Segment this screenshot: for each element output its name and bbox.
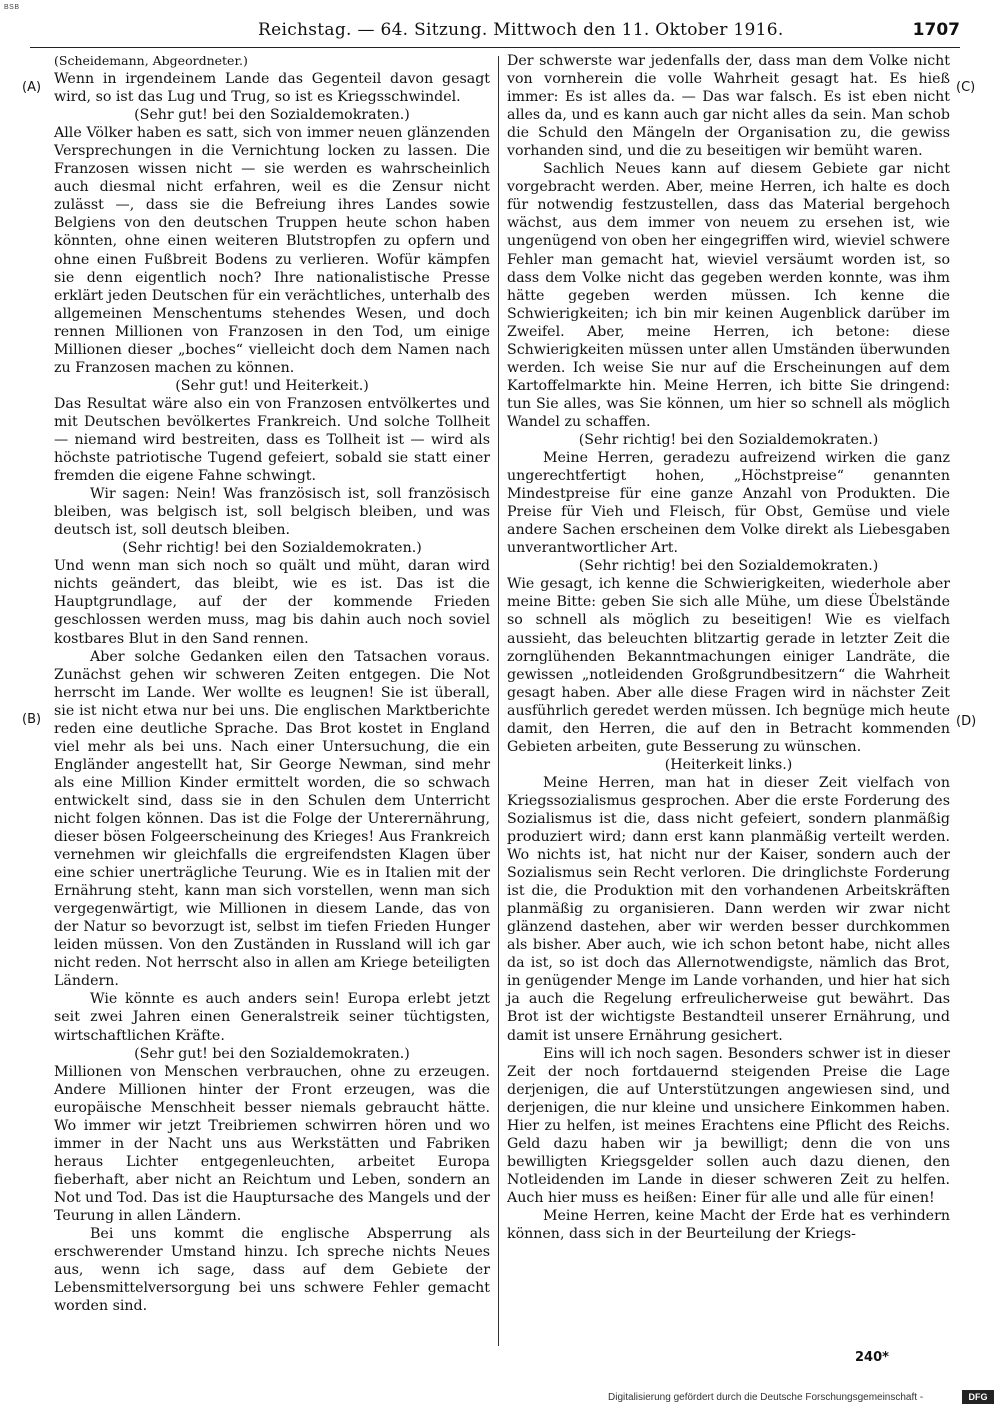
library-watermark: BSB [4, 4, 20, 11]
interjection: (Heiterkeit links.) [664, 756, 793, 773]
header-rule [30, 47, 960, 48]
interjection: (Sehr gut! bei den Sozialdemokraten.) [134, 1045, 410, 1062]
funding-note: Digitalisierung gefördert durch die Deutsche Forschungsgemeinschaft - [608, 1392, 924, 1403]
paragraph: Millionen von Menschen verbrauchen, ohne zu erzeugen. Andere Millionen hinter der Front erzeugen, was die europäische Menschheit besser niemals gebraucht hätte. Wo immer wir jetzt Treibriemen schwirren hören und wo immer in der Nacht uns aus Werkstätten und Fabriken heraus Lichter entgegenleuchten, arbeitet Europa fieberhaft, aber nicht an Reichtum und Leben, sondern an Not und Tod. Das ist die Hauptursache des Mangels und der Teurung in allen Ländern. [54, 1063, 490, 1224]
margin-letter-d: (D) [956, 714, 977, 729]
margin-letter-c: (C) [956, 80, 976, 95]
margin-letter-a: (A) [22, 80, 42, 95]
paragraph: Meine Herren, geradezu aufreizend wirken die ganz ungerechtfertigt hohen, „Höchstpreise“ genannten Mindestpreise für eine ganze Anzahl von Produkten. Die Preise für Vieh und Fleisch, für Obst, Gemüse und viele andere Sachen erscheinen dem Volke direkt als Liebesgaben unverantwortlicher Art. [507, 450, 950, 557]
paragraph: Eins will ich noch sagen. Besonders schwer ist in dieser Zeit der noch fortdauernd steigenden Preise die Lage derjenigen, die auf Unterstützungen angewiesen sind, und derjenigen, die nur kleine und unsichere Einkommen haben. Hier zu helfen, ist meines Erachtens eine Pflicht des Reichs. Geld dazu haben wir ja bewilligt; denn die von uns bewilligten Kriegsgelder sollen auch dazu dienen, den Notleidenden im Lande in dieser schweren Zeit zu helfen. Auch hier muss es heißen: Einer für alle und alle für einen! [507, 1045, 950, 1206]
interjection: (Sehr gut! bei den Sozialdemokraten.) [134, 107, 410, 124]
interjection: (Sehr richtig! bei den Sozialdemokraten.) [578, 558, 879, 575]
paragraph: Meine Herren, man hat in dieser Zeit vielfach von Kriegssozialismus gesprochen. Aber die erste Forderung des Sozialismus ist die, dass nicht gefeiert, sondern planmäßig produziert wird; dann erst kann planmäßig verteilt werden. Wo nichts ist, hat nicht nur der Kaiser, sondern auch der Sozialismus sein Recht verloren. Die dringlichste Forderung ist die, die Produktion mit den vorhandenen Arbeitskräften planmäßig zu organisieren. Dann werden wir zwar nicht glänzend dastehen, aber wir werden besser durchkommen als bisher. Aber auch, wie ich schon betont habe, nicht alles da ist, so ist doch das Allernotwendigste, nämlich das Brot, in genügender Menge im Lande vorhanden, und hier hat sich ja auch die Regelung erfreulicherweise gut bewährt. Das Brot ist der wichtigste Bestandteil unserer Ernährung, und damit ist unsere Ernährung gesichert. [507, 774, 950, 1044]
interjection: (Sehr richtig! bei den Sozialdemokraten.) [578, 431, 879, 448]
column-divider [498, 56, 499, 1346]
interjection: (Sehr gut! und Heiterkeit.) [175, 377, 369, 394]
paragraph: Der schwerste war jedenfalls der, dass man dem Volke nicht von vornherein die volle Wahrheit gesagt hat. Es hieß immer: Es ist alles da. — Das war falsch. Es ist eben nicht alles da, und es kann auch gar nicht alles da sein. Man schob die Schuld den Mängeln der Organisation zu, die gewiss vorhanden sind, und die zu beseitigen wir bemüht waren. [507, 53, 950, 160]
paragraph: Wie könnte es auch anders sein! Europa erlebt jetzt seit zwei Jahren einen Generalstreik seiner tüchtigsten, wirtschaftlichen Kräfte. [54, 991, 490, 1044]
paragraph: Das Resultat wäre also ein von Franzosen entvölkertes und mit Deutschen bevölkertes Frankreich. Und solche Tollheit — niemand wird bestreiten, dass es Tollheit ist — wird als höchste patriotische Tugend gefeiert, sobald sie statt einer fremden die eigene Fahne schwingt. [54, 395, 490, 485]
interjection: (Sehr richtig! bei den Sozialdemokraten.) [122, 540, 422, 557]
speaker-label: (Scheidemann, Abgeordneter.) [54, 53, 248, 68]
paragraph: Meine Herren, keine Macht der Erde hat es verhindern können, dass sich in der Beurteilung der Kriegs- [507, 1208, 950, 1243]
running-title: Reichstag. — 64. Sitzung. Mittwoch den 11. Oktober 1916. [258, 20, 784, 40]
margin-letter-b: (B) [22, 712, 42, 727]
paragraph: Aber solche Gedanken eilen den Tatsachen voraus. Zunächst gehen wir schweren Zeiten entgegen. Die Not herrscht im Lande. Wer wollte es leugnen! Sie ist überall, sie ist nicht etwa nur bei uns. Die englischen Marktberichte reden eine deutliche Sprache. Das Brot kostet in England viel mehr als bei uns. Nach einer Untersuchung, die ein Engländer angestellt hat, Sir George Newman, sind mehr als eine Million Kinder ermittelt worden, die so schwach entwickelt sind, dass sie in den Schulen dem Unterricht nicht folgen können. Das ist die Folge der Unterernährung, dieser bösen Folgeerscheinung des Krieges! Aus Frankreich vernehmen wir gleichfalls die ergreifendsten Klagen über eine schier unerträgliche Teurung. Wie es in Italien mit der Ernährung steht, kann man sich vorstellen, wenn man sich vergegenwärtigt, wie Millionen in diesem Lande, das von der Natur so bevorzugt ist, selbst im tiefen Frieden Hunger leiden müssen. Von den Zuständen in Russland will ich gar nicht reden. Not herrscht also in allen am Kriege beteiligten Ländern. [54, 648, 490, 990]
paragraph: Wie gesagt, ich kenne die Schwierigkeiten, wiederhole aber meine Bitte: geben Sie sich alle Mühe, um diese Übelstände so schnell als möglich zu beseitigen! Wie es vielfach aussieht, das beleuchten blitzartig gerade in letzter Zeit die zornglühenden Bekanntmachungen einiger Landräte, die gewissen „notleidenden Großgrundbesitzern“ die Wahrheit gesagt haben. Aber alle diese Fragen wird in nächster Zeit ausführlich geredet werden müssen. Ich begnüge mich heute damit, den Herren, die auf den in Betracht kommenden Gebieten arbeiten, gute Besserung zu wünschen. [507, 576, 950, 755]
right-column-body [507, 52, 950, 1243]
page-number: 1707 [912, 20, 960, 40]
paragraph: Bei uns kommt die englische Absperrung als erschwerender Umstand hinzu. Ich spreche nichts Neues aus, wenn ich sage, dass auf dem Gebiete der Lebensmittelversorgung bei uns schwere Fehler gemacht worden sind. [54, 1226, 490, 1315]
right-column [507, 52, 950, 1243]
paragraph: Wir sagen: Nein! Was französisch ist, soll französisch bleiben, was belgisch ist, soll belgisch bleiben, und was deutsch ist, soll deutsch bleiben. [54, 486, 490, 539]
page-header [30, 20, 960, 50]
paragraph: Sachlich Neues kann auf diesem Gebiete gar nicht vorgebracht werden. Aber, meine Herren, ich halte es doch für notwendig festzustellen, dass das Material bergehoch wächst, aus dem immer von neuem zu ersehen ist, wie ungenügend von oben her eingegriffen wird, wieviel schwere Fehler man gemacht hat, wieviel versäumt worden ist, so dass dem Volke nicht das gegeben werden konnte, was ihm hätte gegeben werden müssen. Ich kenne die Schwierigkeiten; ich bin mir keinen Augenblick darüber im Zweifel. Aber, meine Herren, ich betone: diese Schwierigkeiten müssen unter allen Umständen überwunden werden. Ich weise Sie nur auf die Erscheinungen auf dem Kartoffelmarkte hin. Meine Herren, ich bitte Sie dringend: tun Sie alles, was Sie können, um hier so schnell als möglich Wandel zu schaffen. [507, 161, 950, 430]
paragraph: Und wenn man sich noch so quält und müht, daran wird nichts geändert, das bleibt, wie es ist. Das ist die Hauptgrundlage, auf der der kommende Frieden geschlossen werden muss, mag bis dahin auch noch soviel kostbares Blut in den Sand rennen. [54, 558, 490, 647]
paragraph: Wenn in irgendeinem Lande das Gegenteil davon gesagt wird, so ist das Lug und Trug, so ist es Kriegsschwindel. [54, 71, 490, 106]
dfg-logo: DFG [962, 1390, 994, 1404]
signature-mark: 240* [855, 1350, 889, 1365]
left-column [54, 52, 490, 1315]
paragraph: Alle Völker haben es satt, sich von immer neuen glänzenden Versprechungen in die Vernichtung locken zu lassen. Die Franzosen wissen nicht — sie werden es wahrscheinlich auch diesmal nicht erfahren, weil es die Zensur nicht zulässt —, dass sie die Befreiung ihres Landes sowie Belgiens von den deutschen Truppen heute schon haben könnten, ohne einen weiteren Blutstropfen zu opfern und ohne einen Fußbreit Bodens zu verlieren. Wofür kämpfen sie denn eigentlich noch? Ihre nationalistische Presse erklärt jeden Deutschen für ein verächtliches, unterhalb des allgemeinen Menschentums stehendes Wesen, und doch rennen Millionen von Franzosen in den Tod, um einige Millionen dieser „boches“ vielleicht doch dem Namen nach zu Franzosen machen zu können. [54, 125, 490, 376]
left-column-body [54, 70, 490, 1315]
